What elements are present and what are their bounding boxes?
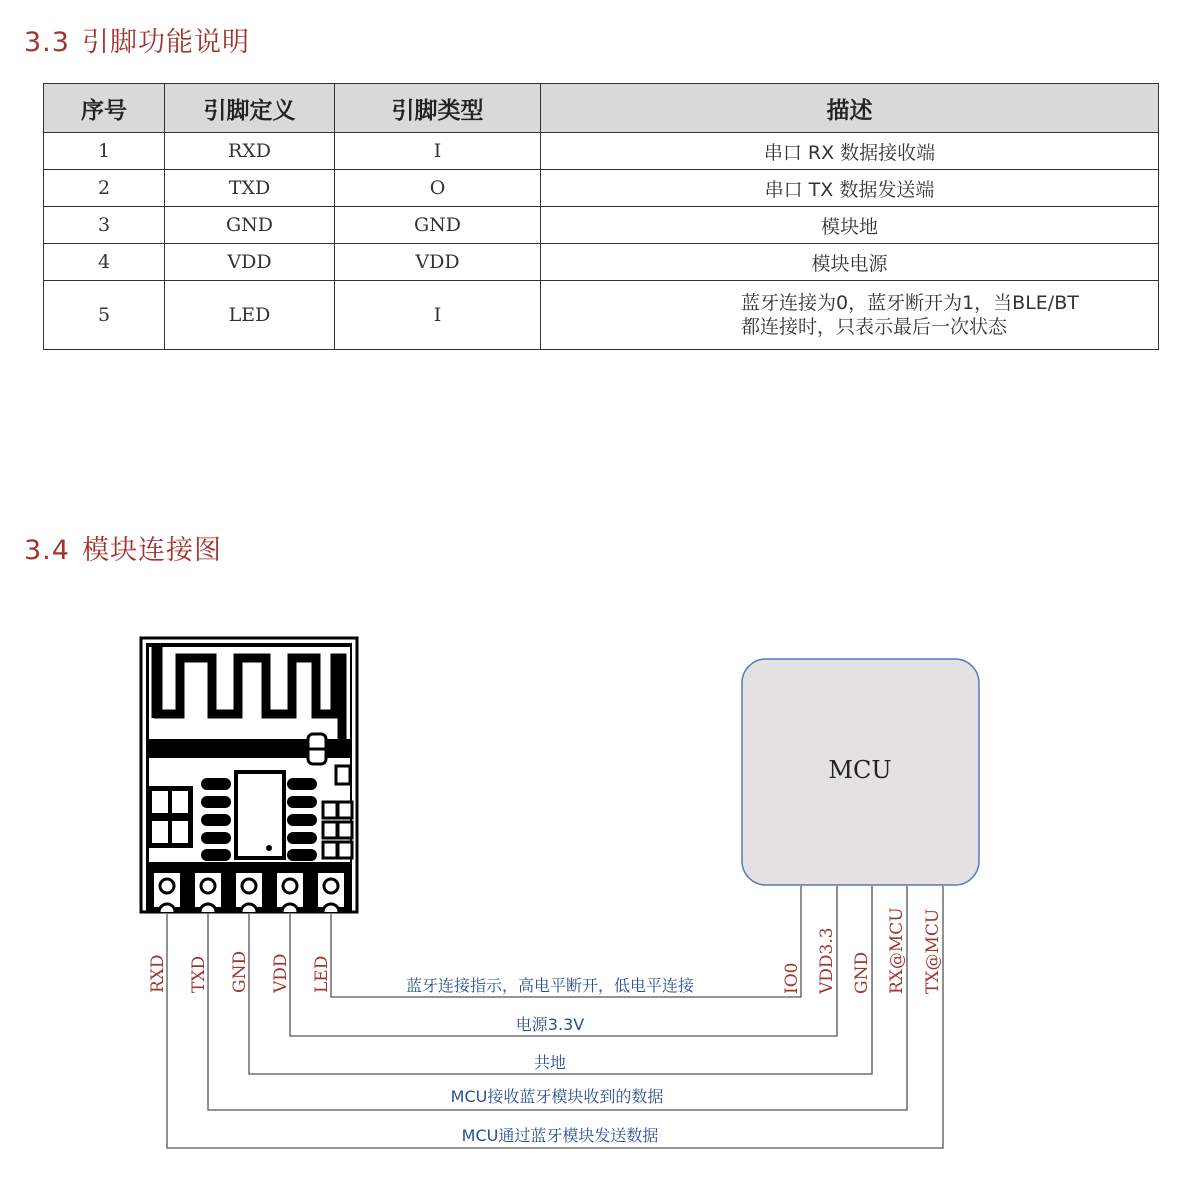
section-heading-connection-diagram [24, 528, 222, 567]
cell-desc: 模块地 [541, 207, 1159, 244]
header-cell: 引脚定义 [165, 84, 335, 133]
table-header-row [44, 84, 1159, 133]
cell-type: I [335, 281, 541, 350]
cell-desc [541, 281, 1159, 350]
cell-desc: 串口 RX 数据接收端 [541, 133, 1159, 170]
section-number: 3.3 [24, 27, 70, 58]
mcu-pin-tx: TX@MCU [923, 908, 943, 994]
desc-line: 蓝牙连接为0，蓝牙断开为1，当BLE/BT [741, 292, 1079, 314]
cell-pin: TXD [165, 170, 335, 207]
cell-no: 1 [44, 133, 165, 170]
pin-label-rxd: RXD [148, 954, 168, 993]
mcu-pin-gnd: GND [852, 951, 872, 994]
mcu-pin-vdd33: VDD3.3 [817, 927, 837, 994]
conn-label-tx: MCU通过蓝牙模块发送数据 [461, 1126, 659, 1145]
header-cell: 引脚类型 [335, 84, 541, 133]
desc-line: 都连接时，只表示最后一次状态 [741, 316, 1008, 338]
conn-label-rx: MCU接收蓝牙模块收到的数据 [450, 1087, 664, 1106]
pin-label-gnd: GND [230, 950, 250, 993]
pin-function-table [43, 83, 1159, 350]
cell-desc: 串口 TX 数据发送端 [541, 170, 1159, 207]
section-title: 模块连接图 [81, 535, 222, 566]
mcu-pin-rx: RX@MCU [887, 907, 907, 994]
cell-desc: 模块电源 [541, 244, 1159, 281]
cell-pin: VDD [165, 244, 335, 281]
cell-type: O [335, 170, 541, 207]
section-title: 引脚功能说明 [81, 27, 250, 58]
mcu-pin-io0: IO0 [782, 962, 802, 994]
cell-pin: GND [165, 207, 335, 244]
header-cell: 描述 [541, 84, 1159, 133]
mcu-label: MCU [828, 756, 892, 784]
wire-txd [208, 886, 907, 1110]
conn-label-vdd: 电源3.3V [515, 1015, 585, 1034]
conn-label-led: 蓝牙连接指示，高电平断开，低电平连接 [405, 976, 695, 995]
cell-no: 2 [44, 170, 165, 207]
cell-type: I [335, 133, 541, 170]
cell-type: GND [335, 207, 541, 244]
module-pin-pads [153, 872, 345, 912]
cell-type: VDD [335, 244, 541, 281]
cell-pin: LED [165, 281, 335, 350]
wire-vdd [290, 886, 837, 1036]
cell-no: 3 [44, 207, 165, 244]
table-row [44, 207, 1159, 244]
connection-labels [406, 976, 695, 1145]
table-row [44, 281, 1159, 350]
main-chip [236, 772, 284, 858]
mcu-pin-labels [782, 907, 943, 995]
pin-label-led: LED [312, 955, 332, 993]
module-connection-diagram [0, 600, 1200, 1200]
bluetooth-module [141, 638, 357, 912]
table-row [44, 244, 1159, 281]
module-pin-labels [148, 951, 332, 994]
section-heading-pin-functions [24, 20, 250, 59]
table-row [44, 133, 1159, 170]
cell-no: 4 [44, 244, 165, 281]
cell-pin: RXD [165, 133, 335, 170]
header-cell: 序号 [44, 84, 165, 133]
conn-label-gnd: 共地 [533, 1053, 567, 1072]
table-row [44, 170, 1159, 207]
pin-label-vdd: VDD [271, 953, 291, 993]
section-number: 3.4 [24, 535, 70, 566]
cell-no: 5 [44, 281, 165, 350]
pin-label-txd: TXD [189, 955, 209, 993]
